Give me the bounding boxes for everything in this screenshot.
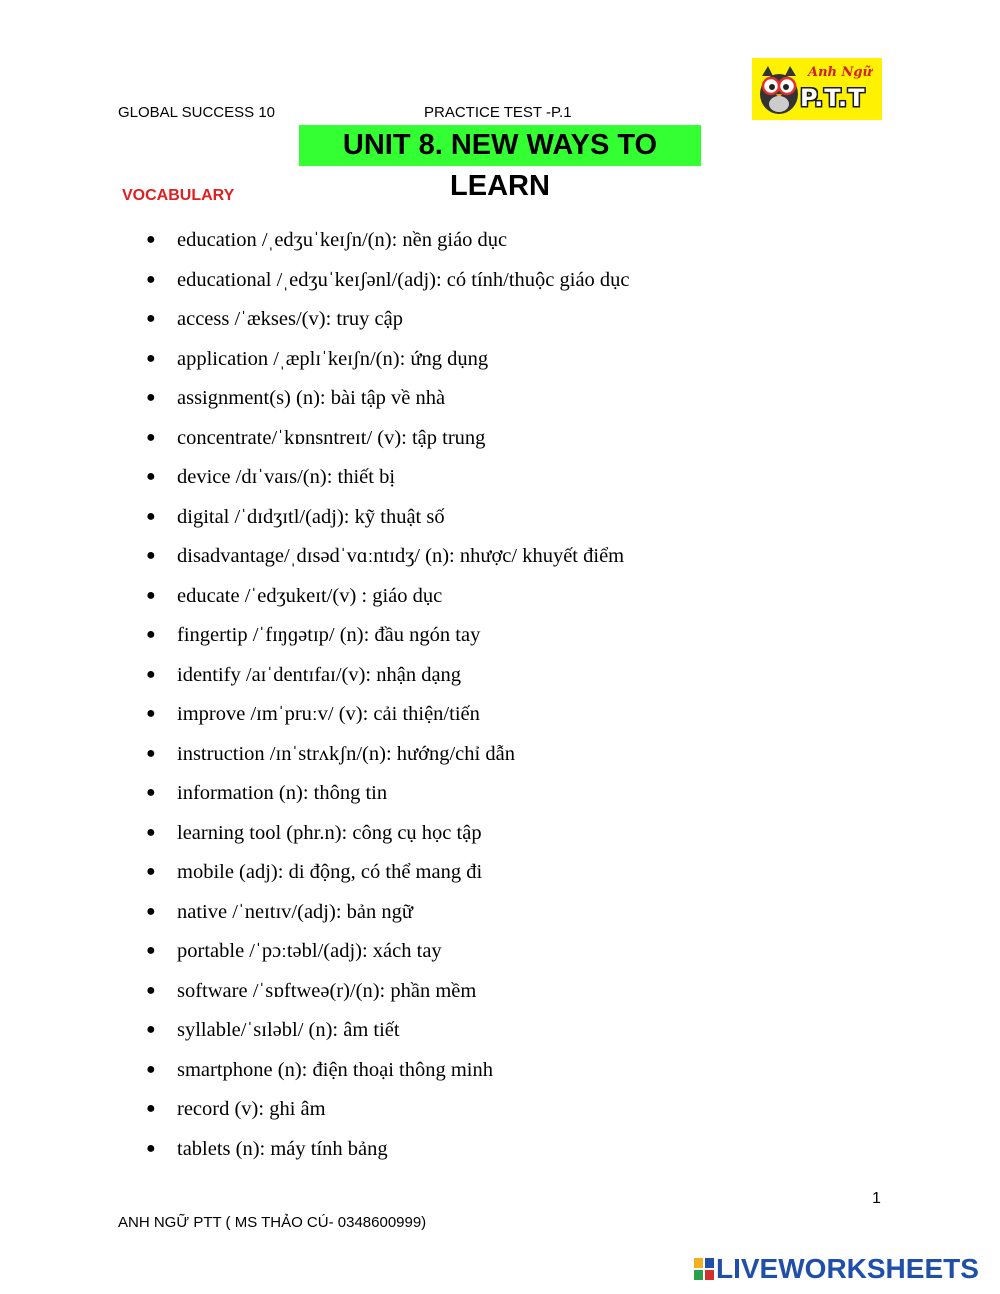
owl-icon [756,62,802,116]
vocab-entry: instruction /ɪnˈstrʌkʃn/(n): hướng/chỉ dẫn [177,742,515,765]
bullet-icon: ● [146,231,156,248]
vocab-entry: syllable/ˈsɪləbl/ (n): âm tiết [177,1019,400,1041]
vocab-entry: improve /ɪmˈpruːv/ (v): cải thiện/tiến [177,703,480,725]
vocab-entry: device /dɪˈvaɪs/(n): thiết bị [177,466,396,488]
bullet-icon: ● [146,310,156,327]
vocab-entry: concentrate/ˈkɒnsntreɪt/ (v): tập trung [177,426,486,449]
vocab-entry: smartphone (n): điện thoại thông minh [177,1058,493,1081]
bullet-icon: ● [146,626,156,643]
vocab-entry: education /ˌedʒuˈkeɪʃn/(n): nền giáo dục [177,229,508,251]
liveworksheets-logo-icon [694,1258,714,1280]
bullet-icon: ● [146,468,156,485]
course-name: GLOBAL SUCCESS 10 [118,104,276,121]
bullet-icon: ● [146,1139,156,1157]
bullet-icon: ● [146,547,156,564]
vocab-entry: information (n): thông tin [177,782,388,804]
bullet-icon: ● [146,784,156,801]
vocab-entry: educate /ˈedʒukeɪt/(v) : giáo dục [177,584,443,607]
vocab-entry: portable /ˈpɔːtəbl/(adj): xách tay [177,940,442,962]
bullet-icon: ● [146,270,156,288]
page-number: 1 [872,1190,881,1207]
vocab-entry: learning tool (phr.n): công cụ học tập [177,821,482,844]
bullet-icon: ● [146,1100,156,1117]
vocab-entry: disadvantage/ˌdɪsədˈvɑːntɪdʒ/ (n): nhược/ khuyết điểm [177,545,625,567]
bullet-icon: ● [146,823,156,841]
vocab-entry: access /ˈækses/(v): truy cập [177,308,403,330]
vocab-entry: digital /ˈdɪdʒɪtl/(adj): kỹ thuật số [177,505,445,528]
vocab-entry: software /ˈsɒftweə(r)/(n): phần mềm [177,979,477,1002]
bullet-icon: ● [146,902,156,920]
bullet-icon: ● [146,1060,156,1078]
vocab-entry: assignment(s) (n): bài tập về nhà [177,387,446,409]
logo-small-text: Anh Ngữ [808,65,872,80]
bullet-icon: ● [146,389,156,406]
vocab-entry: tablets (n): máy tính bảng [177,1137,388,1160]
vocab-entry: native /ˈneɪtɪv/(adj): bản ngữ [177,900,413,923]
bullet-icon: ● [146,665,156,683]
test-label: PRACTICE TEST -P.1 [424,104,572,121]
vocab-entry: mobile (adj): di động, có thể mang đi [177,861,483,883]
logo-main-text: P.T.T [800,84,866,112]
bullet-icon: ● [146,349,156,367]
brand-logo [752,58,882,120]
bullet-icon: ● [146,942,156,959]
bullet-icon: ● [146,428,156,446]
page-title: UNIT 8. NEW WAYS TO LEARN [299,125,701,166]
watermark-text: LIVEWORKSHEETS [716,1253,979,1284]
bullet-icon: ● [146,1021,156,1038]
bullet-icon: ● [146,744,156,762]
vocab-entry: record (v): ghi âm [177,1098,326,1120]
vocab-entry: fingertip /ˈfɪŋɡətɪp/ (n): đầu ngón tay [177,624,481,646]
bullet-icon: ● [146,705,156,722]
bullet-icon: ● [146,586,156,604]
bullet-icon: ● [146,981,156,999]
section-heading: VOCABULARY [122,187,235,204]
footer-text: ANH NGỮ PTT ( MS THẢO CÚ- 0348600999) [118,1214,427,1231]
bullet-icon: ● [146,863,156,880]
vocab-entry: identify /aɪˈdentɪfaɪ/(v): nhận dạng [177,663,462,686]
vocab-entry: application /ˌæplɪˈkeɪʃn/(n): ứng dụng [177,347,489,370]
vocab-entry: educational /ˌedʒuˈkeɪʃənl/(adj): có tính/thuộc giáo dục [177,268,630,291]
bullet-icon: ● [146,507,156,525]
